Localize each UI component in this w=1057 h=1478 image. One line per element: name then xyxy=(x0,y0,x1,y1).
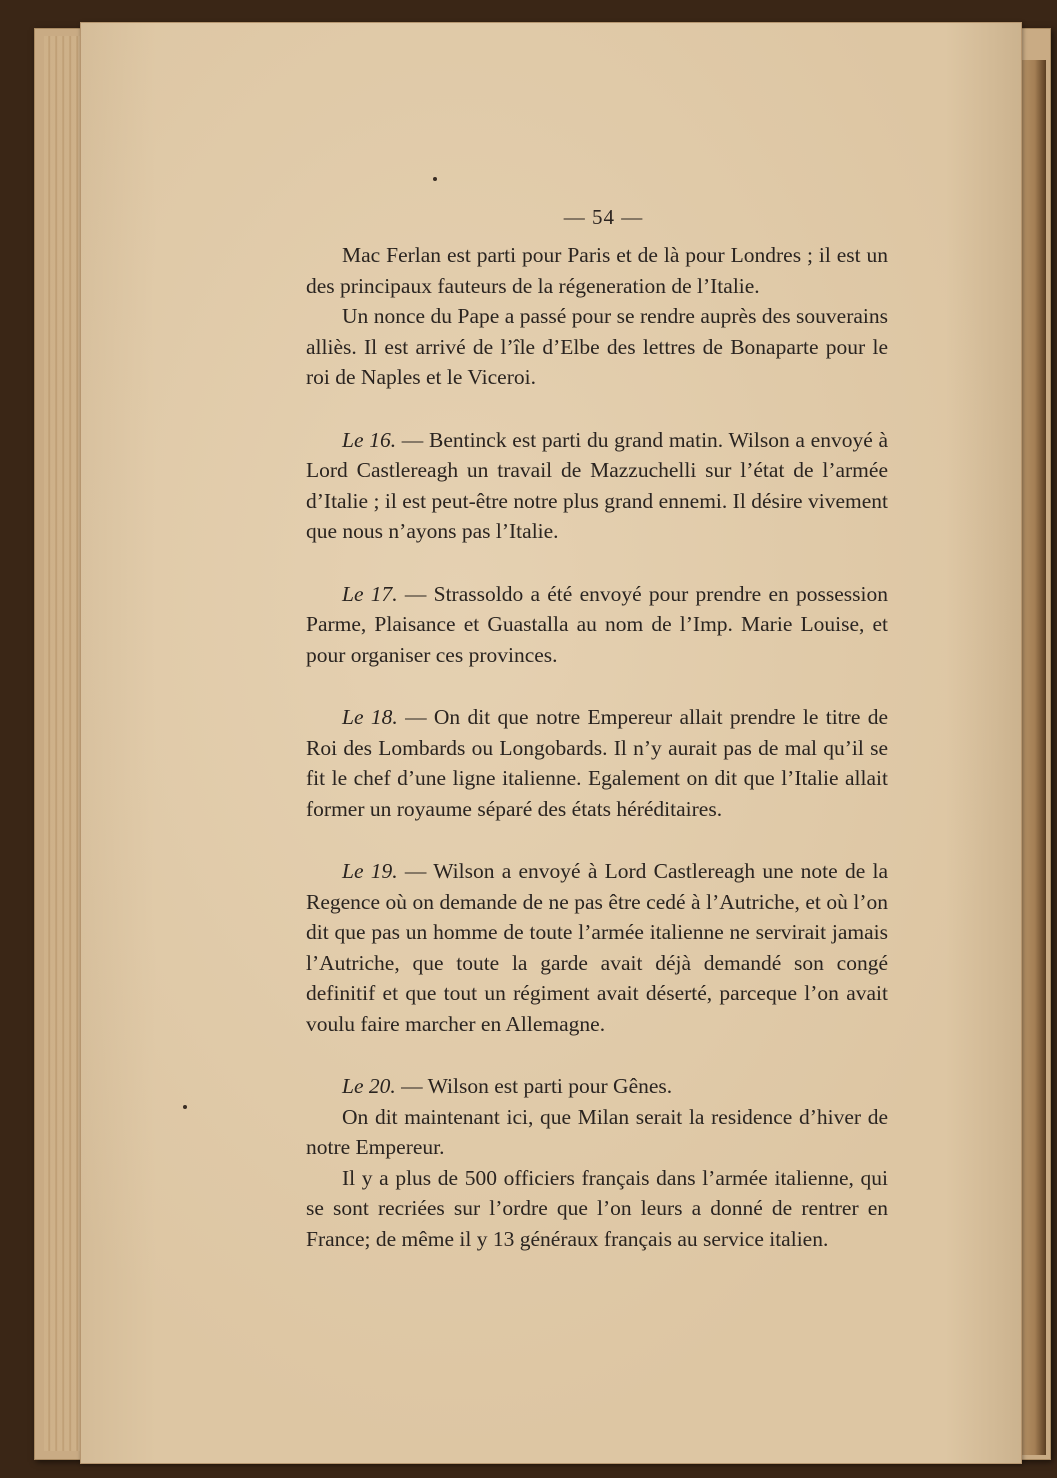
paper-speck xyxy=(183,1105,187,1109)
page-body xyxy=(306,240,888,1254)
page-number: — 54 — xyxy=(563,205,644,229)
entry-text: — Strassoldo a été envoyé pour prendre en possession Parme, Plaisance et Guastalla au nom de l’Imp. Marie Louise, et pour organiser ces provinces. xyxy=(306,581,888,667)
paper-speck xyxy=(433,177,437,181)
entry-date: Le 19. xyxy=(342,859,398,883)
diary-entry xyxy=(306,856,888,1039)
entry-text: — Bentinck est parti du grand matin. Wilson a envoyé à Lord Castlereagh un travail de Mazzuchelli sur l’état de l’armée d’Italie ; il est peut-être notre plus grand ennemi. Il désire vivement que nous n’ayons pas l’Italie. xyxy=(306,427,888,543)
paragraph: On dit maintenant ici, que Milan serait la residence d’hiver de notre Empereur. xyxy=(306,1104,888,1159)
entry-date: Le 17. xyxy=(342,581,398,606)
paragraph: Un nonce du Pape a passé pour se rendre auprès des souverains alliès. Il est arrivé de l’île d’Elbe des lettres de Bonaparte pour le roi de Naples et le Viceroi. xyxy=(306,304,888,389)
entry-text: — On dit que notre Empereur allait prendre le titre de Roi des Lombards ou Longobards. Il n’y aurait pas de mal qu’il se fit le chef d’une ligne italienne. Egalement on dit que l’Italie allait former un royaume séparé des états héréditaires. xyxy=(306,705,888,821)
binding-fold xyxy=(1018,60,1046,1455)
entry-text: — Wilson a envoyé à Lord Castlereagh une note de la Regence où on demande de ne pas être cedé à l’Autriche, et où l’on dit que pas un homme de toute l’armée italienne ne servirait jamais l’Autriche, que toute la garde avait déjà demandé son congé definitif et que tout un régiment avait déserté, parceque l’on avait voulu faire marcher en Allemagne. xyxy=(306,859,888,1036)
diary-entry xyxy=(306,579,888,671)
diary-entry xyxy=(306,1071,888,1254)
entry-date: Le 20. xyxy=(342,1074,396,1098)
entry-date: Le 16. xyxy=(342,427,397,452)
page-stack-edge xyxy=(44,36,84,1451)
entry-date: Le 18. xyxy=(342,705,398,729)
paragraph: Mac Ferlan est parti pour Paris et de là pour Londres ; il est un des principaux fauteurs de la régeneration de l’Italie. xyxy=(306,243,888,298)
entry-text: — Wilson est parti pour Gênes. xyxy=(401,1074,673,1098)
paragraph: Il y a plus de 500 officiers français dans l’armée italienne, qui se sont recriées sur l’ordre que l’on leurs a donné de rentrer en France; de même il y 13 généraux français au service italien. xyxy=(306,1165,888,1251)
diary-entry xyxy=(306,702,888,824)
diary-entry xyxy=(306,425,888,547)
